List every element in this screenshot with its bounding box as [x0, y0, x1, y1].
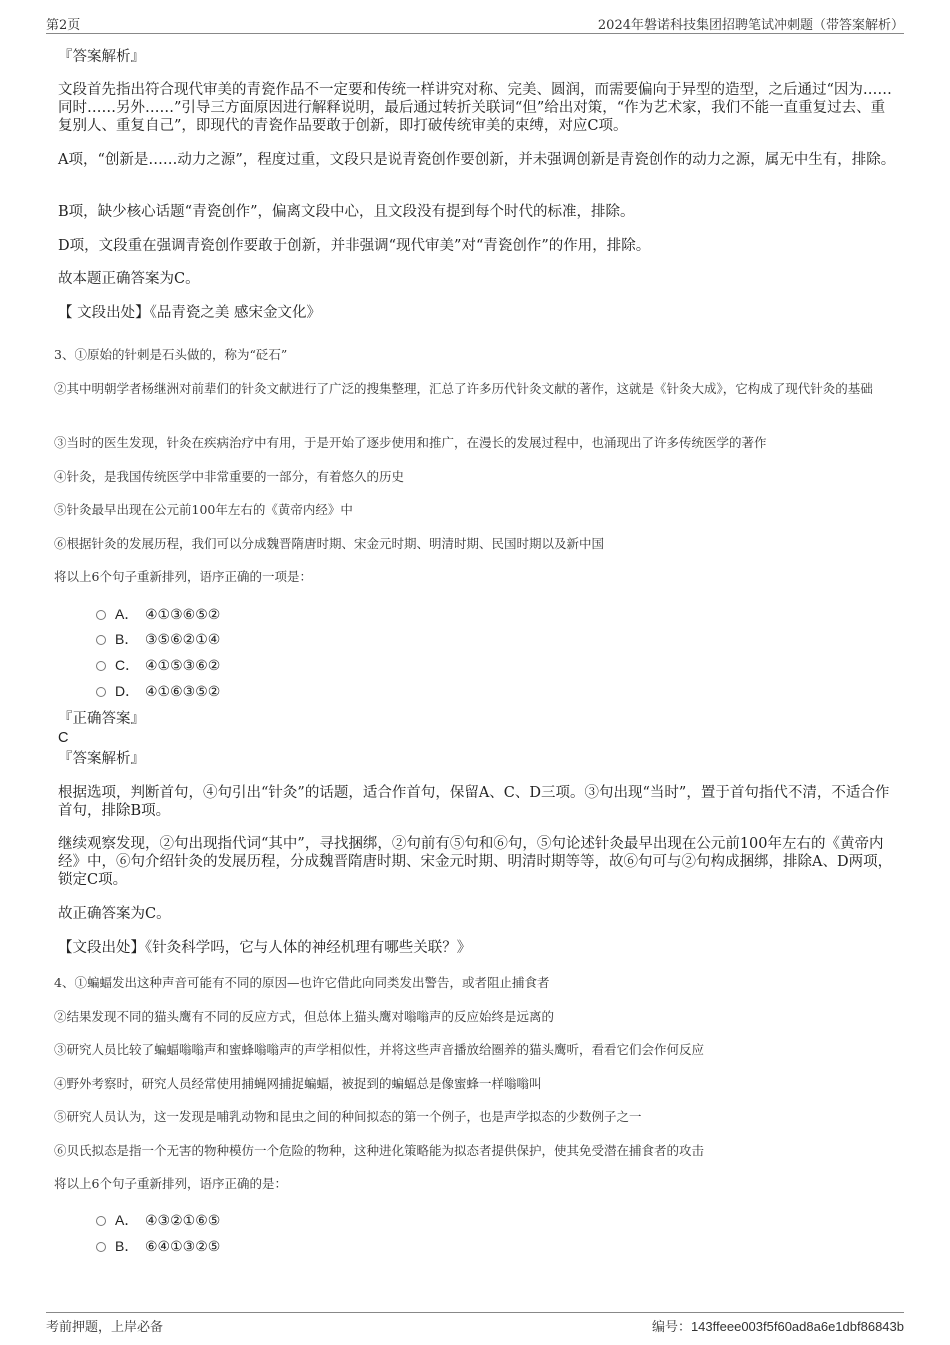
q3-analysis-p1: 根据选项，判断首句，④句引出“针灸”的话题，适合作首句，保留A、C、D三项。③句出现“当时”，置于首句指代不清，不适合作首句，排除B项。	[58, 785, 890, 819]
radio-button[interactable]	[96, 635, 106, 645]
q3-option-a[interactable]: A． ④①③⑥⑤②	[96, 605, 220, 624]
q4-option-a[interactable]: A． ④③②①⑥⑤	[96, 1211, 220, 1230]
q4-sentence-3: ③研究人员比较了蝙蝠嗡嗡声和蜜蜂嗡嗡声的声学相似性，并将这些声音播放给圈养的猫头鹰听，看看它们会作何反应	[54, 1042, 705, 1057]
q3-source: 【文段出处】《针灸科学吗，它与人体的神经机理有哪些关联？》	[58, 940, 472, 956]
q2-analysis-p1: 文段首先指出符合现代审美的青瓷作品不一定要和传统一样讲究对称、完美、圆润，而需要偏向于异型的造型，之后通过“因为……同时……另外……”引导三方面原因进行解释说明，最后通过转折关联词“但”给出对策，“作为艺术家，我们不能一直重复过去、重复别人、重复自己”，即现代的青瓷作品要敢于创新，即打破传统审美的束缚，对应C项。	[58, 82, 892, 134]
q3-answer: C	[58, 730, 69, 746]
q2-analysis-p2: A项，“创新是……动力之源”，程度过重，文段只是说青瓷创作要创新，并未强调创新是青瓷创作的动力之源，属无中生有，排除。	[58, 152, 896, 168]
q4-sentence-5: ⑤研究人员认为，这一发现是哺乳动物和昆虫之间的种间拟态的第一个例子，也是声学拟态的少数例子之一	[54, 1109, 642, 1124]
q3-sentence-5: ⑤针灸最早出现在公元前100年左右的《黄帝内经》中	[54, 502, 353, 517]
q3-sentence-3: ③当时的医生发现，针灸在疾病治疗中有用，于是开始了逐步使用和推广，在漫长的发展过程中，也涌现出了许多传统医学的著作	[54, 435, 767, 450]
q4-sentence-4: ④野外考察时，研究人员经常使用捕蝇网捕捉蝙蝠，被捉到的蝙蝠总是像蜜蜂一样嗡嗡叫	[54, 1076, 542, 1091]
page-number: 第2页	[46, 18, 81, 33]
q2-analysis-p4: D项，文段重在强调青瓷创作要敢于创新，并非强调“现代审美”对“青瓷创作”的作用，排除。	[58, 238, 651, 254]
radio-button[interactable]	[96, 661, 106, 671]
radio-button[interactable]	[96, 687, 106, 697]
page-footer	[46, 1312, 904, 1337]
page-header	[46, 13, 904, 34]
q3-conclusion: 故正确答案为C。	[58, 906, 171, 922]
q3-sentence-2: ②其中明朝学者杨继洲对前辈们的针灸文献进行了广泛的搜集整理，汇总了许多历代针灸文献的著作，这就是《针灸大成》，它构成了现代针灸的基础	[54, 381, 873, 396]
q3-answer-label: 『正确答案』	[58, 711, 145, 727]
q2-conclusion: 故本题正确答案为C。	[58, 271, 200, 287]
q3-analysis-label: 『答案解析』	[58, 751, 145, 767]
q2-source: 【 文段出处】《品青瓷之美 感宋金文化》	[58, 305, 321, 321]
q3-analysis-p2: 继续观察发现，②句出现指代词“其中”，寻找捆绑，②句前有⑤句和⑥句，⑤句论述针灸最早出现在公元前100年左右的《黄帝内经》中，⑥句介绍针灸的发展历程，分成魏晋隋唐时期、宋金元时期、明清时期等等，故⑥句可与②句构成捆绑，排除A、D两项，锁定C项。	[58, 836, 893, 888]
q3-sentence-4: ④针灸，是我国传统医学中非常重要的一部分，有着悠久的历史	[54, 469, 405, 484]
radio-button[interactable]	[96, 1216, 106, 1226]
q4-sentence-1: 4、①蝙蝠发出这种声音可能有不同的原因—也许它借此向同类发出警告，或者阻止捕食者	[54, 975, 550, 990]
q4-sentence-2: ②结果发现不同的猫头鹰有不同的反应方式，但总体上猫头鹰对嗡嗡声的反应始终是远离的	[54, 1009, 555, 1024]
document-code: 编号：143ffeee003f5f60ad8a6e1dbf86843b	[651, 1319, 904, 1334]
q4-prompt: 将以上6个句子重新排列，语序正确的是：	[54, 1176, 287, 1191]
document-title: 2024年磐诺科技集团招聘笔试冲刺题（带答案解析）	[597, 18, 904, 33]
q3-option-d[interactable]: D． ④①⑥③⑤②	[96, 682, 220, 701]
q3-option-c[interactable]: C． ④①⑤③⑥②	[96, 656, 220, 675]
q2-analysis-p3: B项，缺少核心话题“青瓷创作”，偏离文段中心，且文段没有提到每个时代的标准，排除。	[58, 204, 635, 220]
q3-option-b[interactable]: B． ③⑤⑥②①④	[96, 630, 220, 649]
footer-slogan: 考前押题，上岸必备	[46, 1320, 164, 1335]
q4-sentence-6: ⑥贝氏拟态是指一个无害的物种模仿一个危险的物种，这种进化策略能为拟态者提供保护，使其免受潜在捕食者的攻击	[54, 1143, 705, 1158]
q3-sentence-6: ⑥根据针灸的发展历程，我们可以分成魏晋隋唐时期、宋金元时期、明清时期、民国时期以及新中国	[54, 536, 605, 551]
radio-button[interactable]	[96, 610, 106, 620]
q3-prompt: 将以上6个句子重新排列，语序正确的一项是：	[54, 569, 312, 584]
q2-analysis-label: 『答案解析』	[58, 49, 145, 65]
radio-button[interactable]	[96, 1242, 106, 1252]
q4-option-b[interactable]: B． ⑥④①③②⑤	[96, 1237, 220, 1256]
q3-sentence-1: 3、①原始的针刺是石头做的，称为“砭石”	[54, 347, 288, 362]
